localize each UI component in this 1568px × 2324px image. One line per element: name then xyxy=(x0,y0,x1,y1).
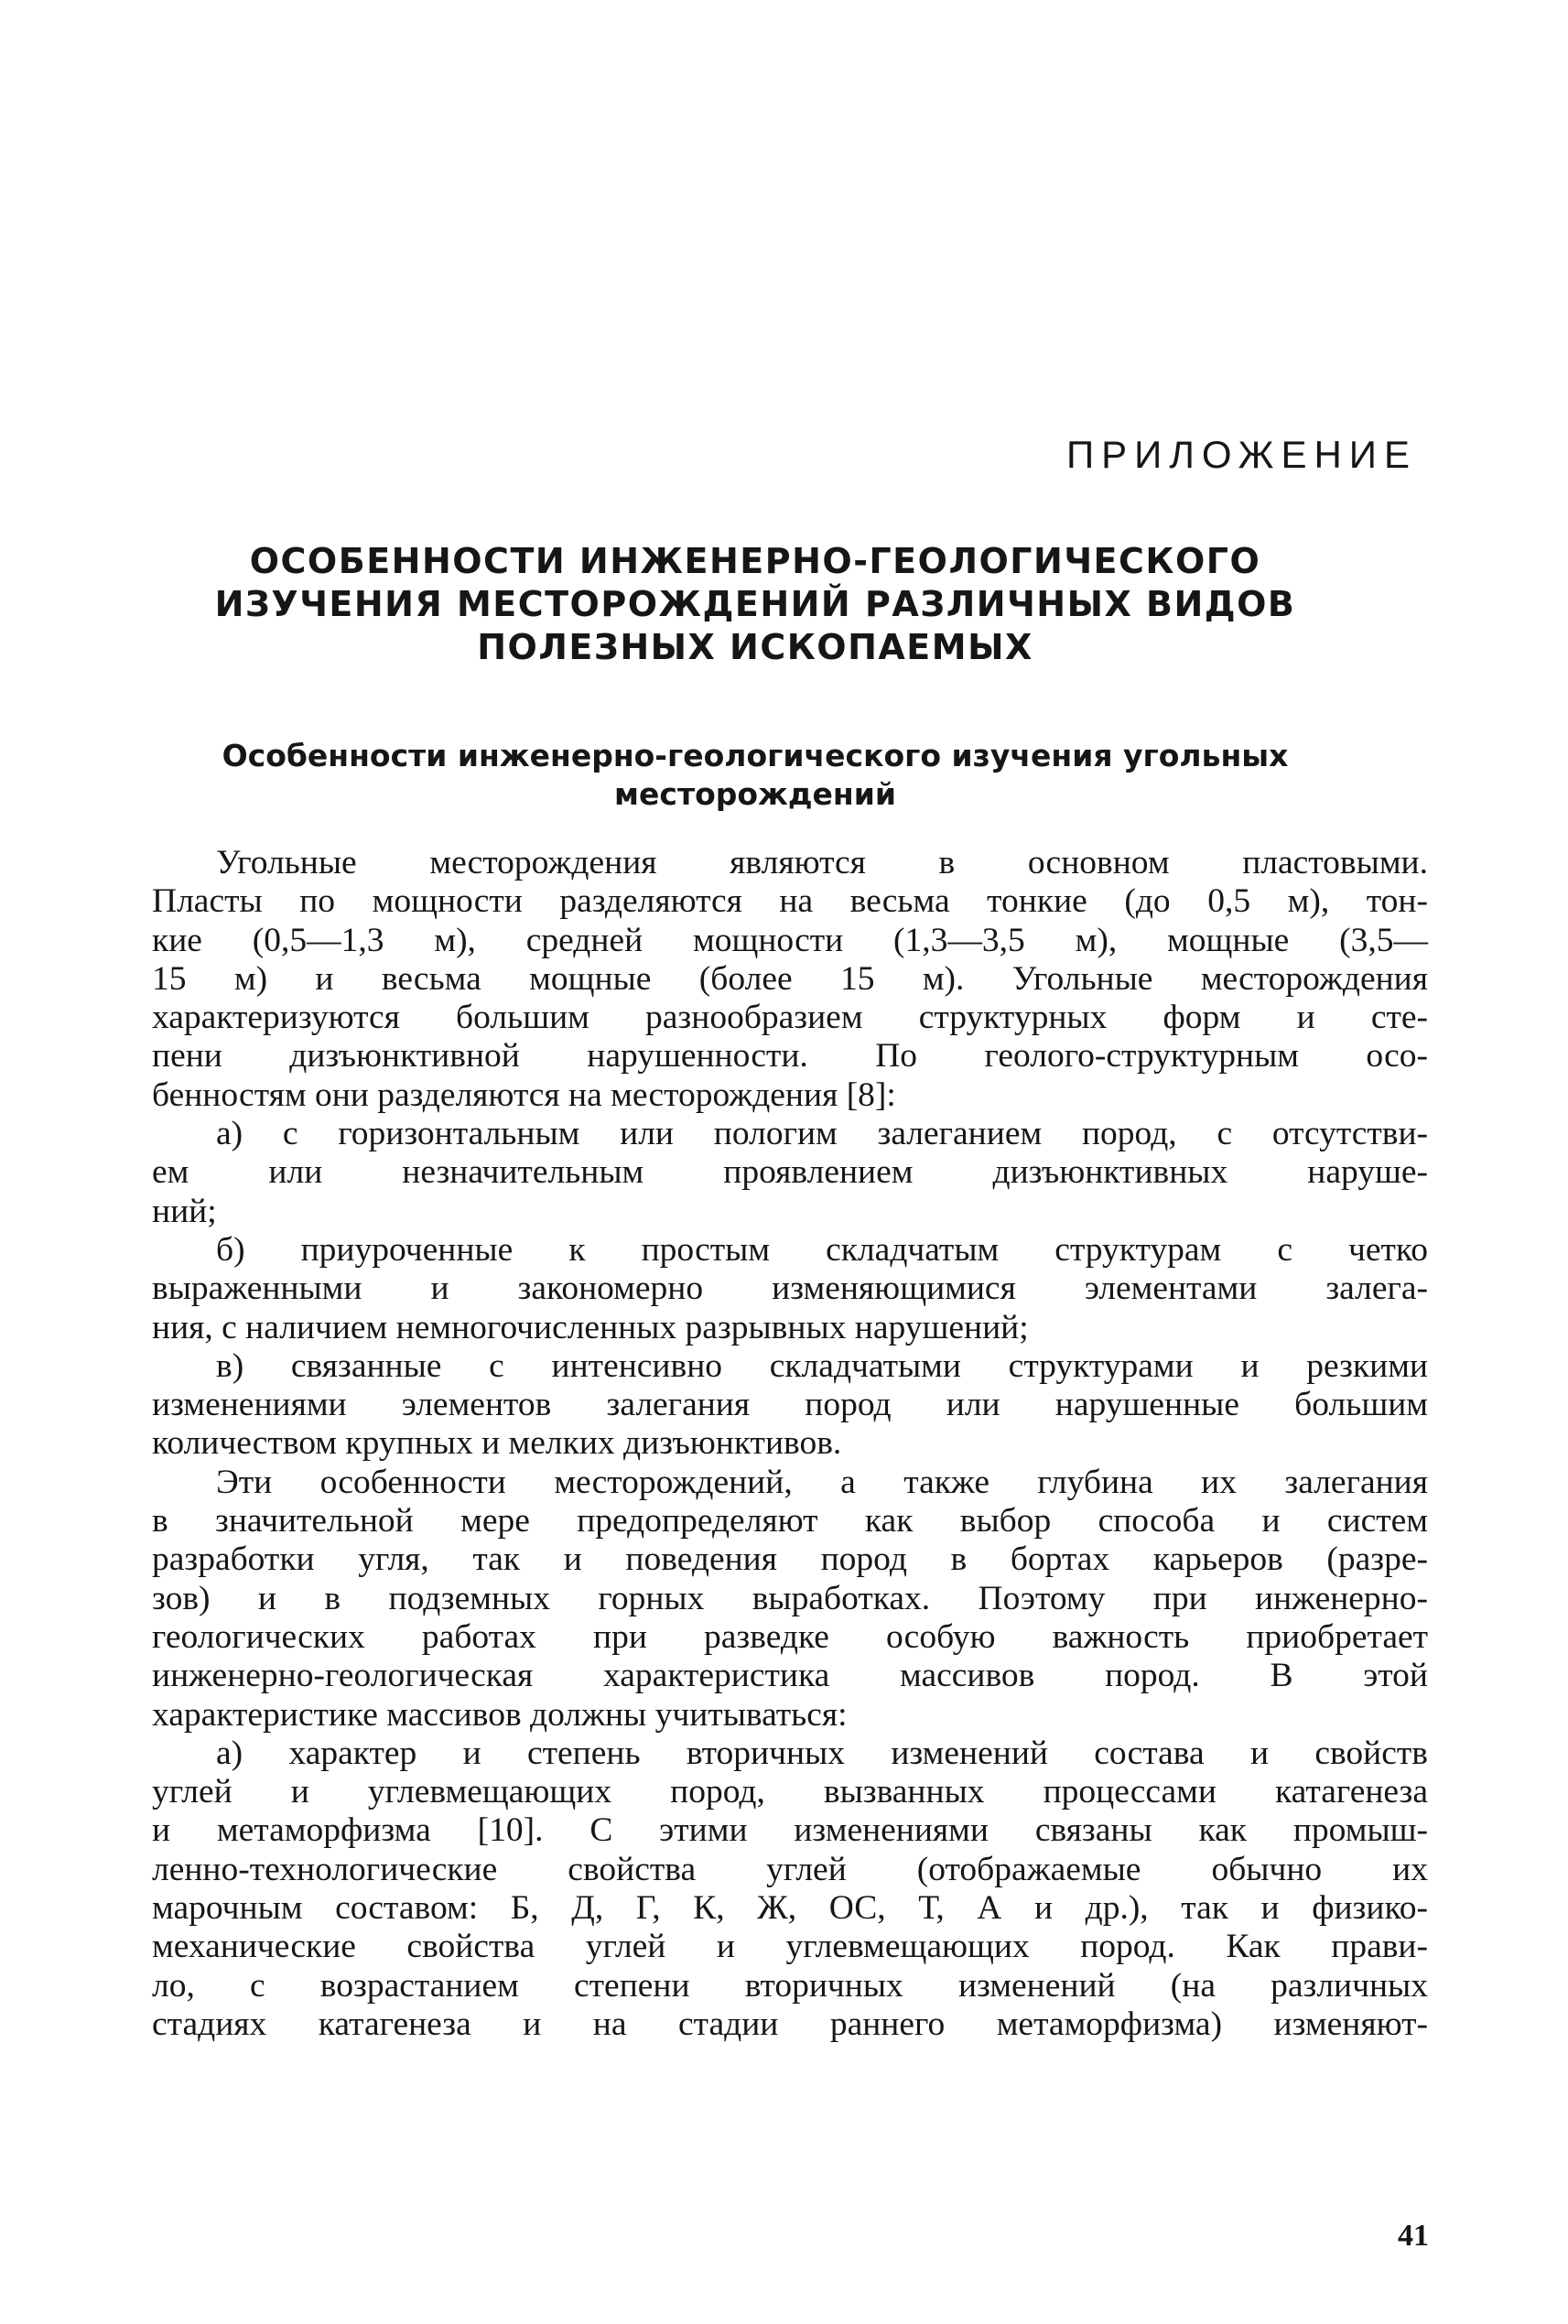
list-item-line: ний; xyxy=(152,1192,217,1230)
list-item-line: изменениями элементов залегания пород или нарушенные большим xyxy=(152,1386,1428,1424)
section-title xyxy=(165,737,1346,814)
appendix-label: ПРИЛОЖЕНИЕ xyxy=(1065,433,1417,476)
paragraph-line: инженерно-геологическая характеристика массивов пород. В этой xyxy=(152,1657,1428,1695)
list-item-line: количеством крупных и мелких дизъюнктивов. xyxy=(152,1424,842,1463)
paragraph-line: характеристике массивов должны учитываться: xyxy=(152,1695,848,1734)
paragraph-line: разработки угля, так и поведения пород в бортах карьеров (разре- xyxy=(152,1540,1428,1579)
list-item-line: а) с горизонтальным или пологим залеганием пород, с отсутстви- xyxy=(216,1115,1428,1153)
list-item-line: и метаморфизма [10]. С этими изменениями связаны как промыш- xyxy=(152,1811,1428,1850)
paragraph-line: пени дизъюнктивной нарушенности. По геолого-структурным осо- xyxy=(152,1037,1428,1076)
paragraph-line: бенностям они разделяются на месторождения [8]: xyxy=(152,1076,896,1114)
paragraph-line: геологических работах при разведке особую важность приобретает xyxy=(152,1617,1428,1656)
body-text xyxy=(152,844,1428,2044)
main-title-line: ОСОБЕННОСТИ ИНЖЕНЕРНО-ГЕОЛОГИЧЕСКОГО xyxy=(249,541,1261,581)
list-item-line: ленно-технологические свойства углей (отображаемые обычно их xyxy=(152,1850,1428,1888)
paragraph-line: характеризуются большим разнообразием структурных форм и сте- xyxy=(152,999,1428,1037)
list-item-line: а) характер и степень вторичных изменений состава и свойств xyxy=(216,1734,1428,1772)
section-title-line: месторождений xyxy=(614,776,896,812)
list-item-line: стадиях катагенеза и на стадии раннего метаморфизма) изменяют- xyxy=(152,2005,1428,2043)
list-item-line: в) связанные с интенсивно складчатыми структурами и резкими xyxy=(216,1346,1428,1385)
list-item-line: ния, с наличием немногочисленных разрывных нарушений; xyxy=(152,1308,1029,1346)
list-item-line: б) приуроченные к простым складчатым структурам с четко xyxy=(216,1230,1428,1269)
list-item-line: выраженными и закономерно изменяющимися элементами залега- xyxy=(152,1270,1428,1308)
paragraph-line: в значительной мере предопределяют как выбор способа и систем xyxy=(152,1502,1428,1540)
list-item-line: марочным составом: Б, Д, Г, К, Ж, ОС, Т, А и др.), так и физико- xyxy=(152,1889,1428,1928)
list-item-line: ло, с возрастанием степени вторичных изменений (на различных xyxy=(152,1966,1428,2005)
section-title-line: Особенности инженерно-геологического изучения угольных xyxy=(222,738,1289,773)
paragraph-line: Угольные месторождения являются в основном пластовыми. xyxy=(216,844,1428,881)
main-title-line: ПОЛЕЗНЫХ ИСКОПАЕМЫХ xyxy=(477,627,1033,667)
paragraph-line: 15 м) и весьма мощные (более 15 м). Угольные месторождения xyxy=(152,959,1428,998)
paragraph-line: Эти особенности месторождений, а также глубина их залегания xyxy=(216,1463,1428,1501)
main-title-line: ИЗУЧЕНИЯ МЕСТОРОЖДЕНИЙ РАЗЛИЧНЫХ ВИДОВ xyxy=(214,584,1296,624)
page-number: 41 xyxy=(1398,2219,1429,2253)
paragraph-line: кие (0,5—1,3 м), средней мощности (1,3—3,5 м), мощные (3,5— xyxy=(152,921,1428,959)
main-title xyxy=(165,540,1346,669)
list-item-line: углей и углевмещающих пород, вызванных процессами катагенеза xyxy=(152,1773,1428,1811)
list-item-line: механические свойства углей и углевмещающих пород. Как прави- xyxy=(152,1928,1428,1966)
paragraph-line: зов) и в подземных горных выработках. Поэтому при инженерно- xyxy=(152,1579,1428,1617)
list-item-line: ем или незначительным проявлением дизъюнктивных наруше- xyxy=(152,1153,1428,1192)
paragraph-line: Пласты по мощности разделяются на весьма тонкие (до 0,5 м), тон- xyxy=(152,882,1428,921)
